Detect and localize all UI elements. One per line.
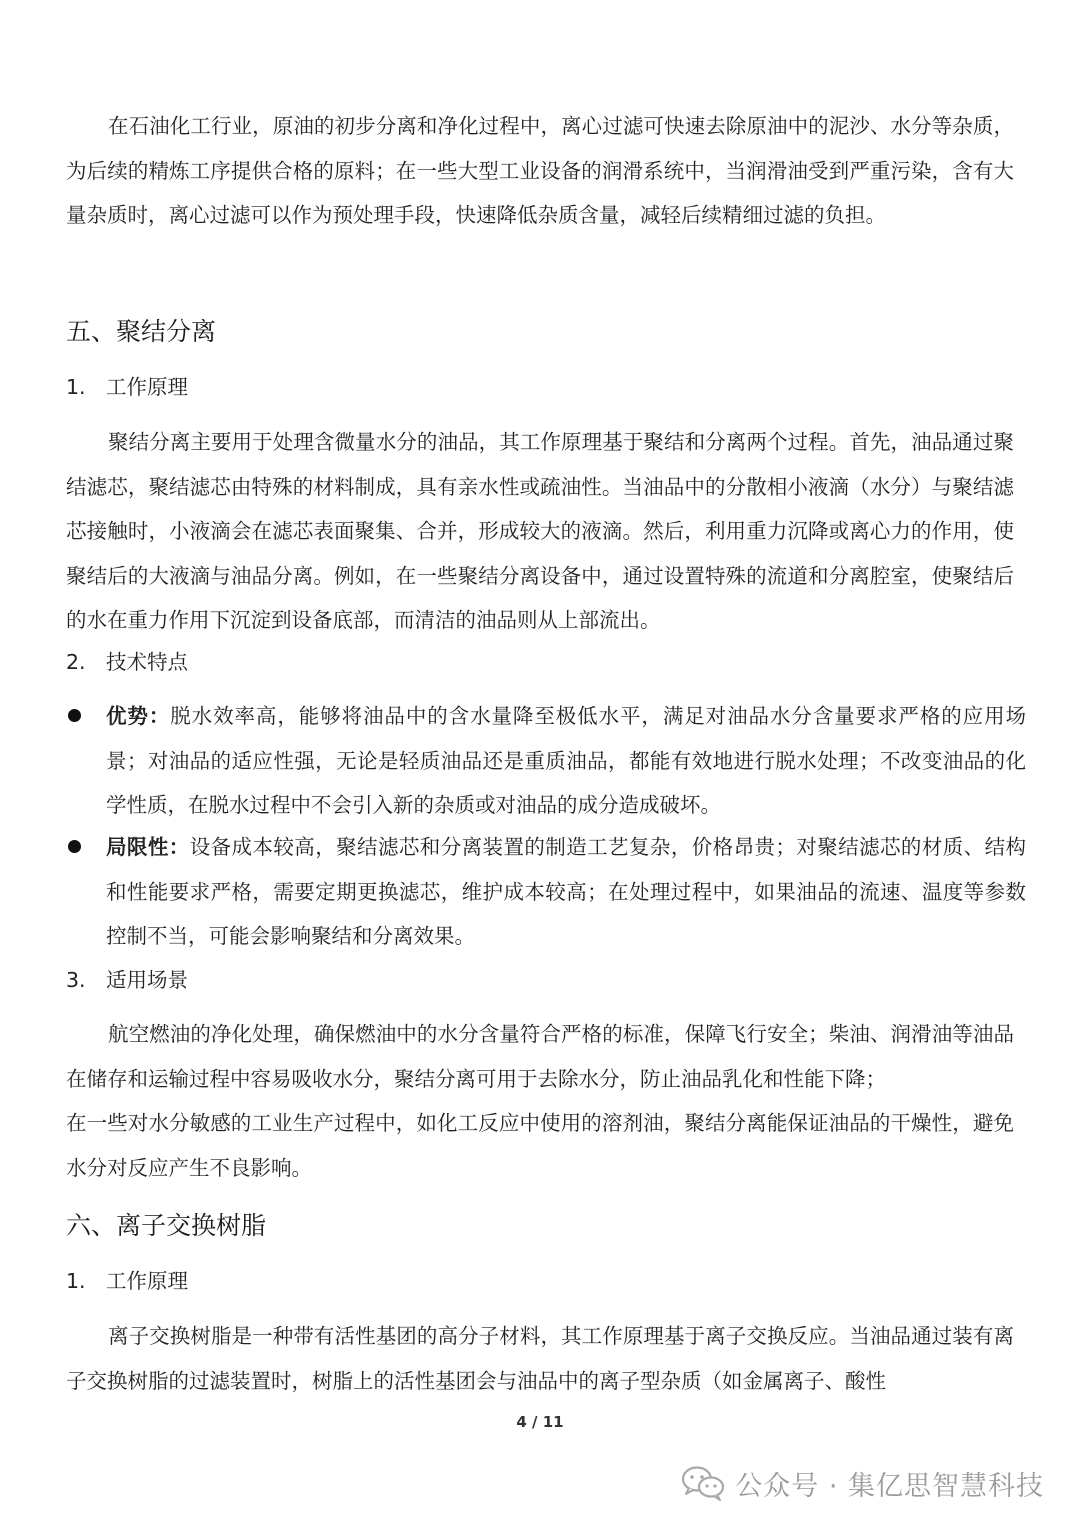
bullet-dot-icon bbox=[68, 840, 81, 853]
intro-paragraph: 在石油化工行业，原油的初步分离和净化过程中，离心过滤可快速去除原油中的泥沙、水分等杂质，为后续的精炼工序提供合格的原料；在一些大型工业设备的润滑系统中，当润滑油受到严重污染，含有大量杂质时，离心过滤可以作为预处理手段，快速降低杂质含量，减轻后续精细过滤的负担。 bbox=[66, 114, 1014, 227]
advantage-text: 脱水效率高，能够将油品中的含水量降至极低水平，满足对油品水分含量要求严格的应用场景；对油品的适应性强，无论是轻质油品还是重质油品，都能有效地进行脱水处理；不改变油品的化学性质，在脱水过程中不会引入新的杂质或对油品的成分造成破坏。 bbox=[106, 704, 1026, 817]
wechat-icon bbox=[681, 1465, 725, 1501]
section-5-scenario-paragraph-1: 航空燃油的净化处理，确保燃油中的水分含量符合严格的标准，保障飞行安全；柴油、润滑油等油品在储存和运输过程中容易吸收水分，聚结分离可用于去除水分，防止油品乳化和性能下降； bbox=[66, 1022, 1014, 1091]
section-6-item-1 bbox=[66, 1263, 188, 1299]
section-5-principle-paragraph: 聚结分离主要用于处理含微量水分的油品，其工作原理基于聚结和分离两个过程。首先，油品通过聚结滤芯，聚结滤芯由特殊的材料制成，具有亲水性或疏油性。当油品中的分散相小液滴（水分）与聚结滤芯接触时，小液滴会在滤芯表面聚集、合并，形成较大的液滴。然后，利用重力沉降或离心力的作用，使聚结后的大液滴与油品分离。例如，在一些聚结分离设备中，通过设置特殊的流道和分离腔室，使聚结后的水在重力作用下沉淀到设备底部，而清洁的油品则从上部流出。 bbox=[66, 430, 1014, 632]
item-number: 3. bbox=[66, 968, 86, 992]
item-label: 技术特点 bbox=[106, 650, 188, 674]
section-6-principle-paragraph: 离子交换树脂是一种带有活性基团的高分子材料，其工作原理基于离子交换反应。当油品通过装有离子交换树脂的过滤装置时，树脂上的活性基团会与油品中的离子型杂质（如金属离子、酸性 bbox=[66, 1324, 1014, 1393]
item-number: 1. bbox=[66, 375, 86, 399]
bullet-text bbox=[106, 825, 1026, 959]
section-5-scenario-paragraph-2: 在一些对水分敏感的工业生产过程中，如化工反应中使用的溶剂油，聚结分离能保证油品的干燥性，避免水分对反应产生不良影响。 bbox=[66, 1111, 1014, 1180]
page-number: 4 / 11 bbox=[516, 1413, 564, 1431]
limitation-text: 设备成本较高，聚结滤芯和分离装置的制造工艺复杂，价格昂贵；对聚结滤芯的材质、结构和性能要求严格，需要定期更换滤芯，维护成本较高；在处理过程中，如果油品的流速、温度等参数控制不当，可能会影响聚结和分离效果。 bbox=[106, 835, 1027, 948]
item-number: 1. bbox=[66, 1269, 86, 1293]
item-label: 工作原理 bbox=[106, 375, 188, 399]
limitation-label: 局限性： bbox=[106, 835, 190, 859]
section-5-item-3 bbox=[66, 962, 188, 998]
section-5-title: 五、聚结分离 bbox=[66, 317, 217, 346]
bullet-dot-icon bbox=[68, 709, 81, 722]
watermark bbox=[681, 1458, 1044, 1508]
item-label: 适用场景 bbox=[106, 968, 188, 992]
bullet-text bbox=[106, 694, 1026, 828]
limitation-bullet bbox=[66, 825, 1026, 959]
section-6-title: 六、离子交换树脂 bbox=[66, 1211, 267, 1240]
item-label: 工作原理 bbox=[106, 1269, 188, 1293]
watermark-text: 公众号 · 集亿思智慧科技 bbox=[735, 1470, 1044, 1502]
advantage-bullet bbox=[66, 694, 1026, 828]
advantage-label: 优势： bbox=[106, 704, 171, 728]
item-number: 2. bbox=[66, 650, 86, 674]
section-5-item-2 bbox=[66, 644, 188, 680]
section-5-item-1 bbox=[66, 369, 188, 405]
